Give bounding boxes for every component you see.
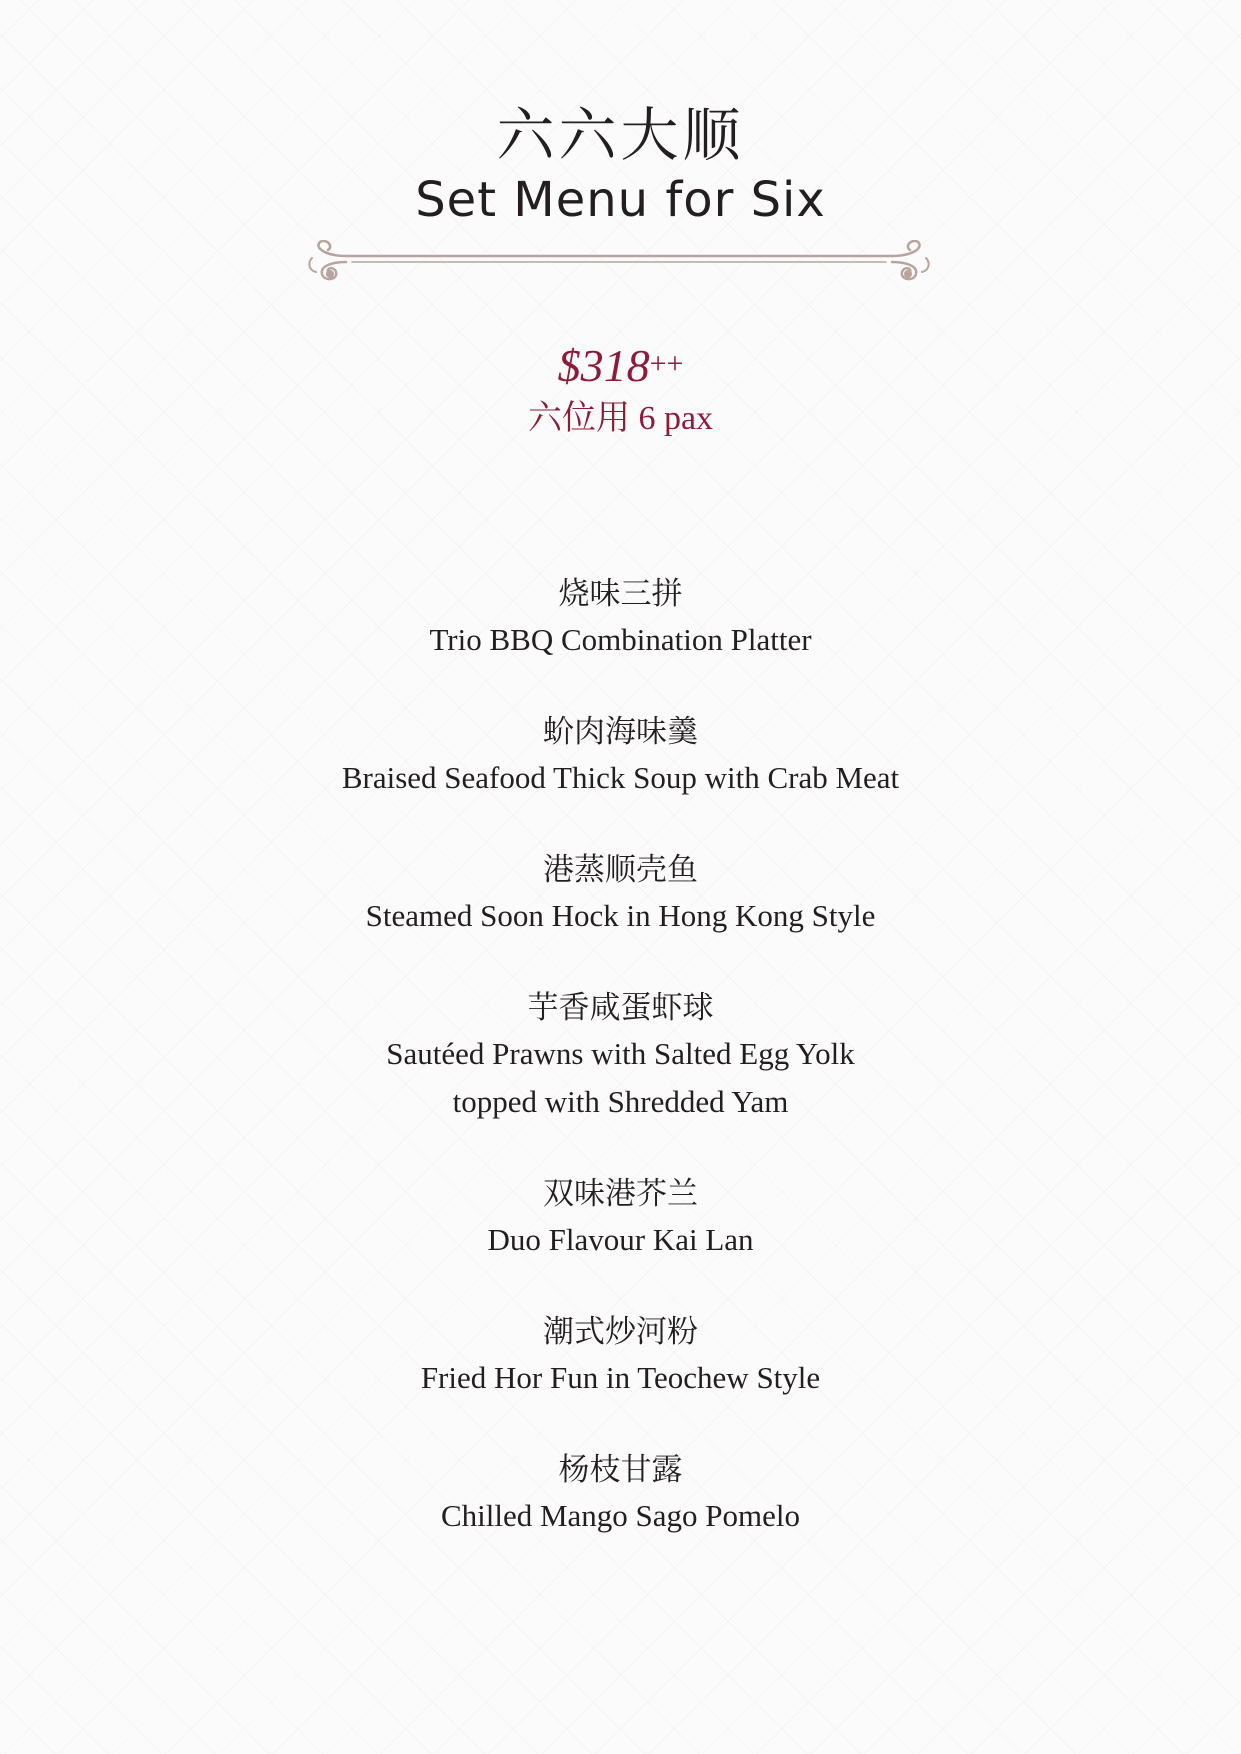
- dish-name-chinese: 烧味三拼: [558, 576, 683, 612]
- dish-item: [0, 572, 1241, 664]
- menu-title-chinese: 六六大顺: [496, 101, 745, 169]
- set-price: [0, 336, 1241, 405]
- dish-name-english: Braised Seafood Thick Soup with Crab Meat: [341, 760, 900, 795]
- menu-title-english: Set Menu for Six: [415, 172, 826, 228]
- dish-item: [0, 986, 1241, 1126]
- dish-item: [0, 1448, 1241, 1540]
- dish-item: [0, 1172, 1241, 1264]
- dish-name-chinese: 蚧肉海味羹: [543, 714, 698, 750]
- dish-name-chinese: 杨枝甘露: [558, 1452, 683, 1488]
- dish-name-english: Sautéed Prawns with Salted Egg Yolk: [386, 1036, 855, 1071]
- dish-name-english: Fried Hor Fun in Teochew Style: [420, 1360, 821, 1395]
- ornamental-divider-icon: [306, 240, 932, 284]
- dish-name-english: Duo Flavour Kai Lan: [487, 1222, 754, 1257]
- pax-label: 六位用 6 pax: [527, 400, 714, 437]
- dish-item: [0, 1310, 1241, 1402]
- dish-name-chinese: 港蒸顺壳鱼: [543, 852, 698, 888]
- dish-list: [0, 572, 1241, 1586]
- dish-name-english: Chilled Mango Sago Pomelo: [440, 1498, 801, 1533]
- dish-name-chinese: 双味港芥兰: [543, 1176, 698, 1212]
- dish-name-english: Trio BBQ Combination Platter: [429, 622, 812, 657]
- price-amount: $318: [557, 340, 650, 391]
- dish-name-english-line-2: topped with Shredded Yam: [452, 1084, 789, 1119]
- price-service-suffix: ++: [649, 347, 684, 380]
- dish-name-chinese: 潮式炒河粉: [543, 1314, 698, 1350]
- dish-name-chinese: 芋香咸蛋虾球: [527, 990, 714, 1026]
- dish-name-english: Steamed Soon Hock in Hong Kong Style: [365, 898, 876, 933]
- dish-item: [0, 848, 1241, 940]
- dish-item: [0, 710, 1241, 802]
